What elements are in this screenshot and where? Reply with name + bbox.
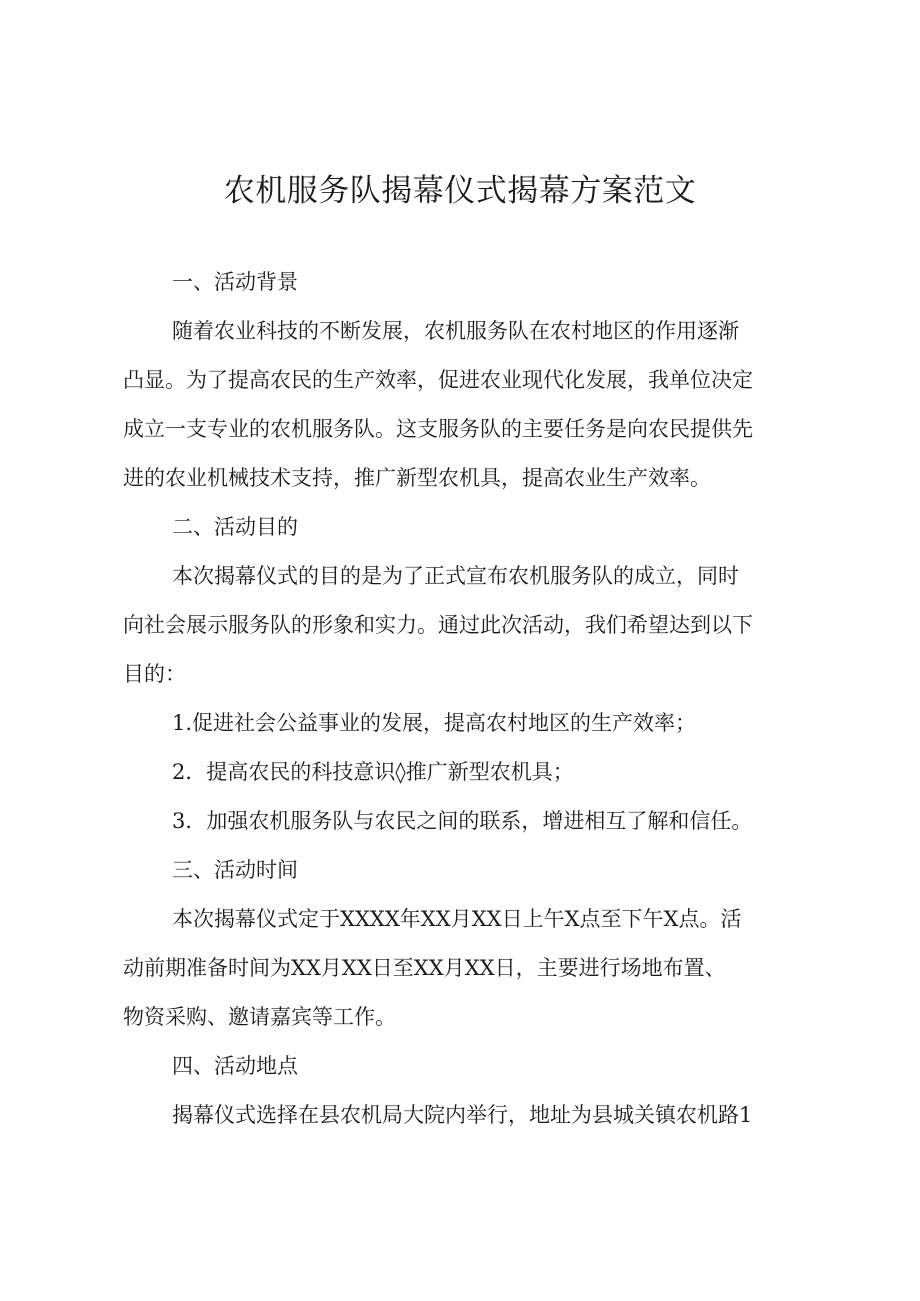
paragraph-line: 本次揭幕仪式定于XXXX年XX月XX日上午X点至下午X点。活	[172, 907, 742, 931]
section-heading-purpose: 二、活动目的	[172, 515, 298, 539]
document-title: 农机服务队揭幕仪式揭幕方案范文	[223, 173, 697, 209]
section-heading-time: 三、活动时间	[172, 858, 298, 882]
paragraph-line: 随着农业科技的不断发展，农机服务队在农村地区的作用逐渐	[172, 319, 739, 343]
paragraph-line: 揭幕仪式选择在县农机局大院内举行，地址为县城关镇农机路1	[172, 1103, 753, 1127]
paragraph-line: 进的农业机械技术支持，推广新型农机具，提高农业生产效率。	[123, 466, 711, 490]
section-heading-location: 四、活动地点	[172, 1054, 298, 1078]
paragraph-line: 向社会展示服务队的形象和实力。通过此次活动，我们希望达到以下	[123, 613, 753, 637]
section-heading-background: 一、活动背景	[172, 270, 298, 294]
paragraph-line: 目的：	[123, 662, 186, 686]
paragraph-line: 成立一支专业的农机服务队。这支服务队的主要任务是向农民提供先	[123, 417, 753, 441]
paragraph-line: 本次揭幕仪式的目的是为了正式宣布农机服务队的成立，同时	[172, 564, 739, 588]
paragraph-line: 动前期准备时间为XX月XX日至XX月XX日，主要进行场地布置、	[123, 956, 726, 980]
paragraph-line: 物资采购、邀请嘉宾等工作。	[123, 1005, 396, 1029]
list-item: 3．加强农机服务队与农民之间的联系，增进相互了解和信任。	[172, 809, 753, 833]
list-item: 2．提高农民的科技意识◊推广新型农机具；	[172, 760, 574, 784]
list-item: 1.促进社会公益事业的发展，提高农村地区的生产效率；	[172, 711, 697, 735]
paragraph-line: 凸显。为了提高农民的生产效率，促进农业现代化发展，我单位决定	[123, 368, 753, 392]
